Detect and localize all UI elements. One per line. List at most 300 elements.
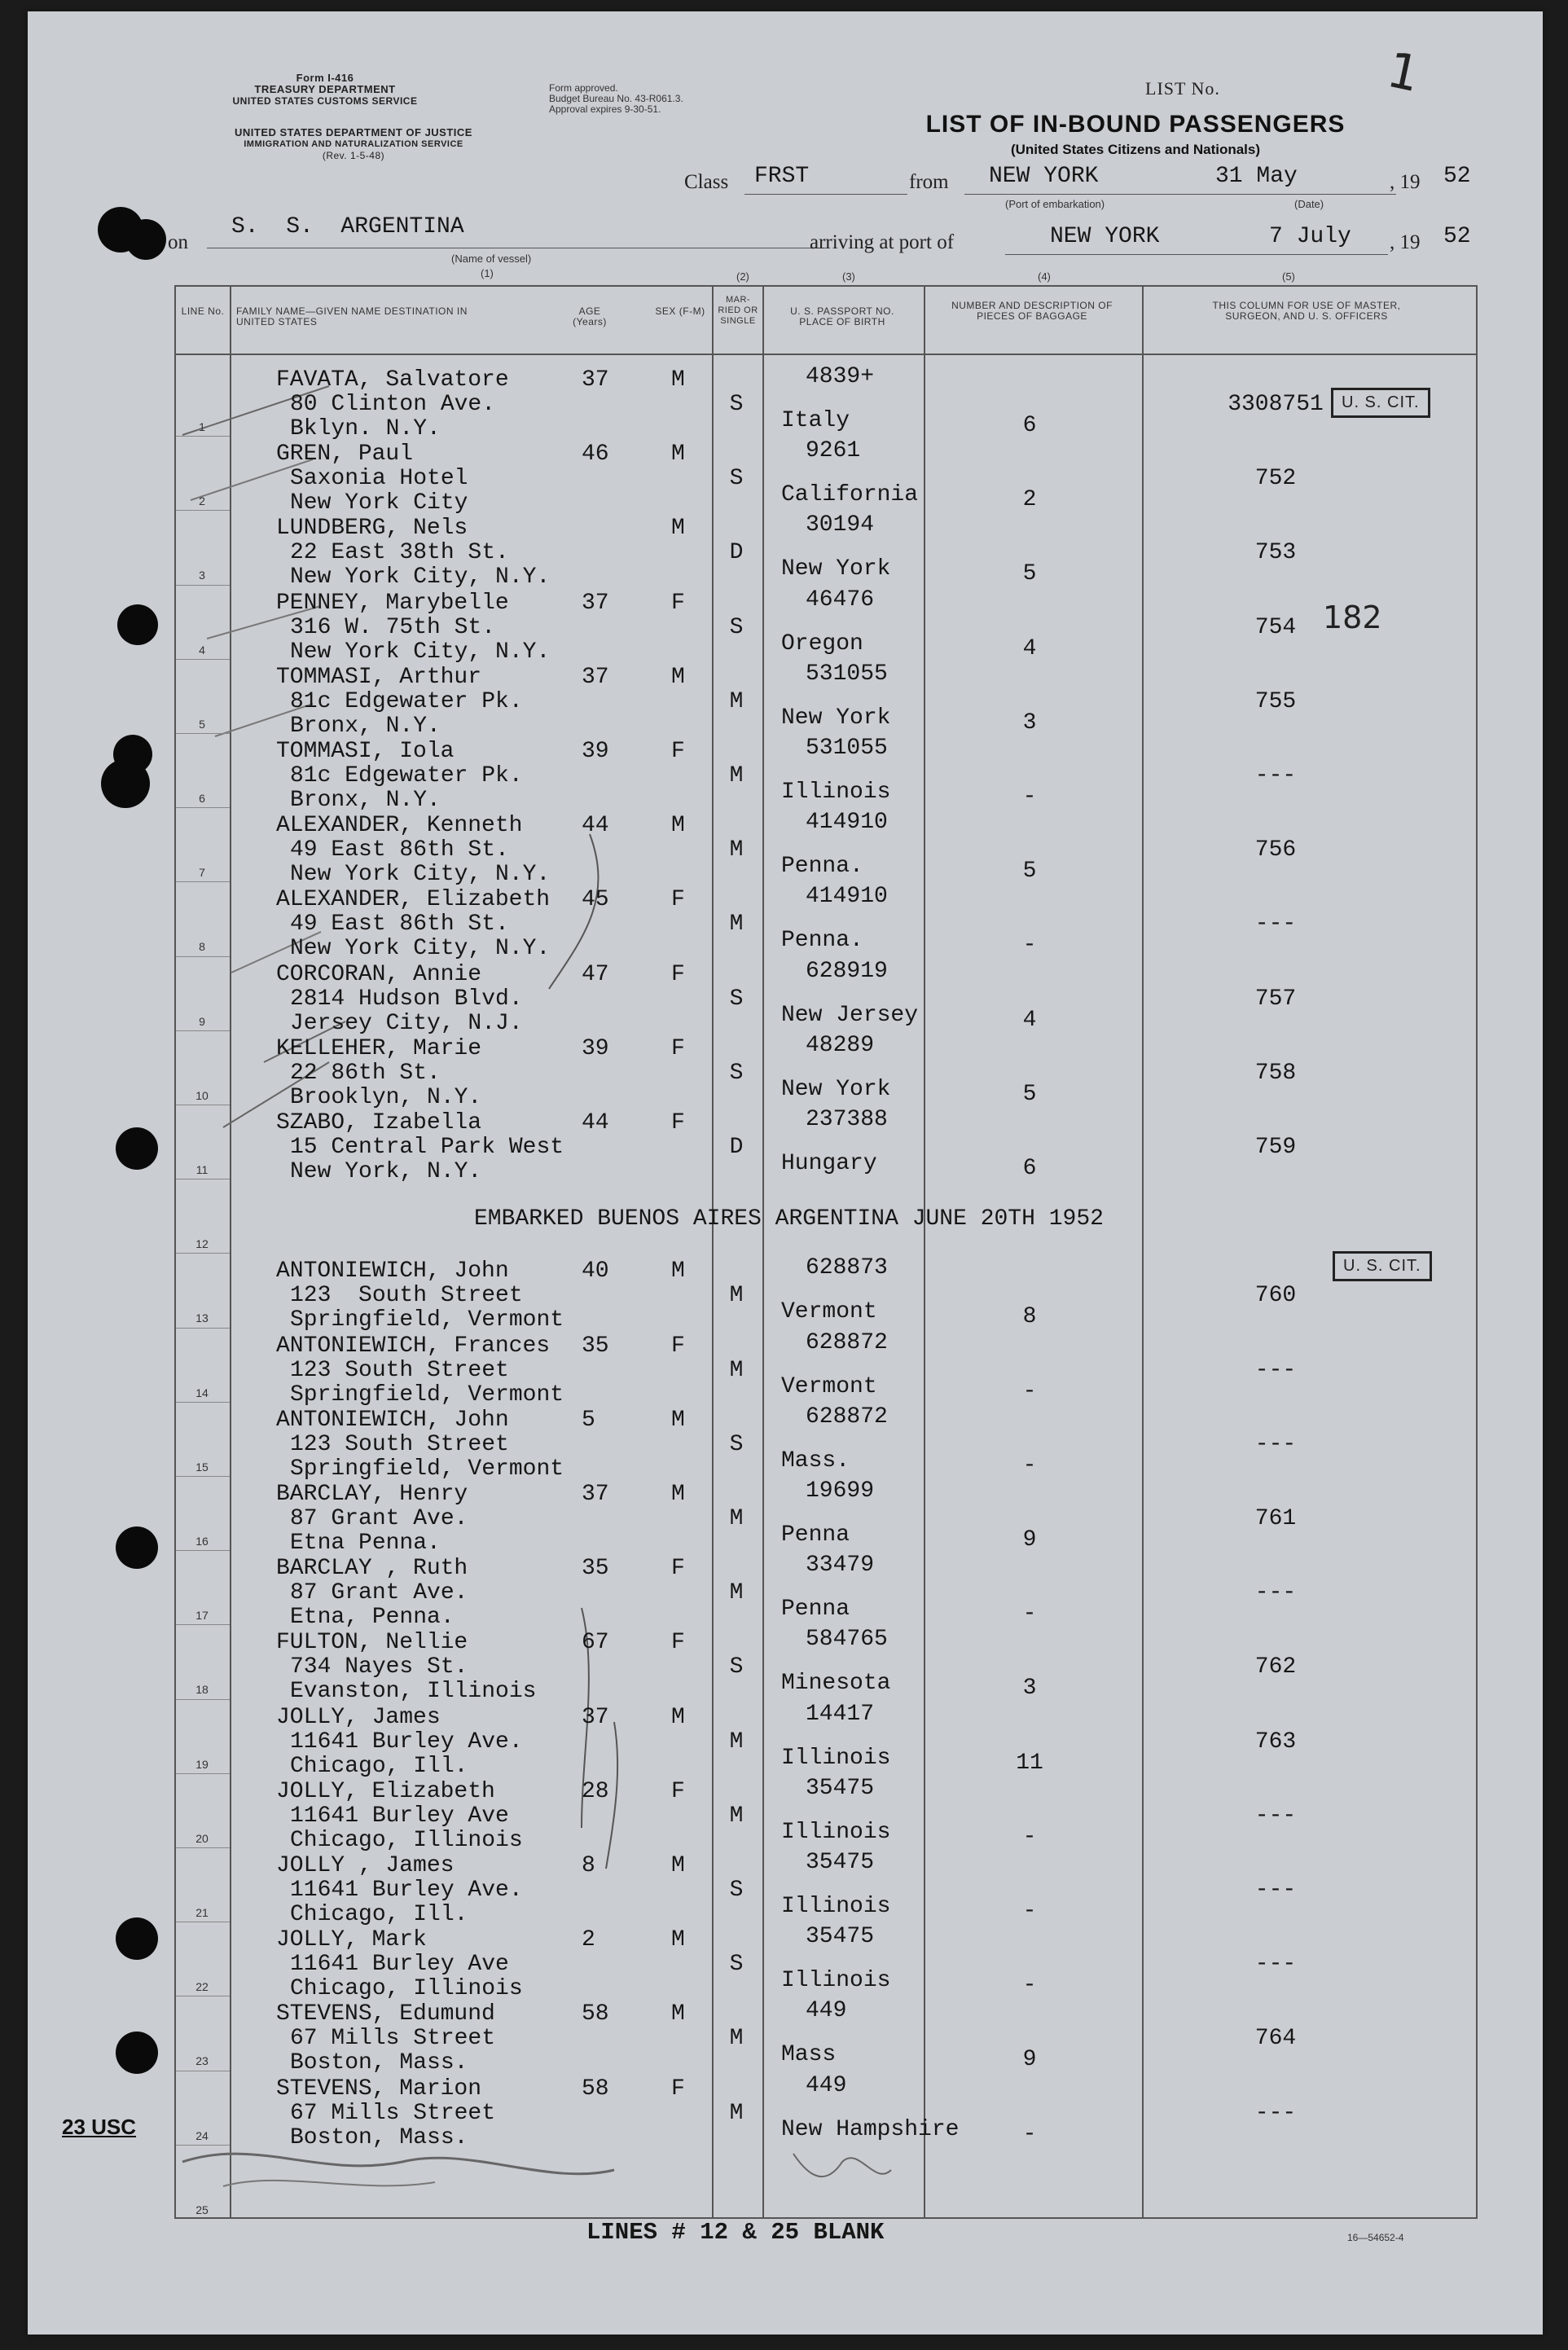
marital-status: S <box>729 1878 744 1903</box>
vessel-caption: (Name of vessel) <box>451 253 532 265</box>
table-row <box>28 1923 1543 2002</box>
line-number: 25 <box>195 2203 209 2216</box>
baggage-count: - <box>1022 784 1037 810</box>
baggage-count: 2 <box>1022 487 1037 513</box>
marital-status: S <box>729 1952 744 1978</box>
passenger-name: ANTONIEWICH, Frances <box>276 1333 551 1359</box>
line-number: 1 <box>199 420 205 433</box>
passport-number: 4839+ <box>806 364 875 389</box>
line-number: 24 <box>195 2128 209 2142</box>
age-value: 35 <box>582 1556 609 1582</box>
marital-status: M <box>729 837 744 863</box>
officer-number: 755 <box>1254 688 1297 714</box>
baggage-count: 3 <box>1022 709 1037 736</box>
sex-value: F <box>671 739 685 764</box>
age-value: 37 <box>582 367 609 393</box>
place-of-birth: Illinois <box>781 1894 891 1919</box>
place-of-birth: Illinois <box>781 1745 891 1771</box>
address-line-1: 49 East 86th St. <box>290 837 509 863</box>
form-approval <box>549 83 761 115</box>
age-value: 8 <box>582 1853 595 1878</box>
place-of-birth: Oregon <box>781 630 863 657</box>
table-row <box>28 2072 1543 2150</box>
line-number: 13 <box>195 1311 209 1325</box>
statute-reference: 23 USC <box>62 2115 137 2139</box>
age-value: 2 <box>582 1927 595 1953</box>
table-row <box>28 809 1543 888</box>
passport-number: 48289 <box>806 1032 875 1058</box>
baggage-count: - <box>1022 1824 1037 1850</box>
passport-number: 628919 <box>806 958 888 984</box>
address-line-1: 67 Mills Street <box>290 2026 496 2052</box>
line-number: 15 <box>195 1460 209 1474</box>
sex-value: M <box>671 441 685 468</box>
officer-number: --- <box>1254 1878 1297 1903</box>
line-number: 7 <box>199 866 205 880</box>
us-citizen-stamp: U. S. CIT. <box>1333 1251 1432 1281</box>
place-of-birth: Illinois <box>781 1819 891 1845</box>
passenger-name: FAVATA, Salvatore <box>276 367 509 393</box>
address-line-1: 67 Mills Street <box>290 2100 496 2126</box>
age-value: 44 <box>582 813 609 839</box>
sex-value: F <box>671 961 685 987</box>
date-caption: (Date) <box>1294 198 1324 210</box>
marital-status: S <box>729 392 744 417</box>
officer-number: 752 <box>1254 466 1297 492</box>
marital-status: M <box>729 911 744 938</box>
line-number: 4 <box>199 643 205 657</box>
passenger-name: ANTONIEWICH, John <box>276 1258 509 1285</box>
approval-line-1: Form approved. <box>549 82 618 94</box>
class-value: FRST <box>754 164 810 189</box>
sex-value: M <box>671 813 685 839</box>
revision: (Rev. 1-5-48) <box>322 150 385 161</box>
officer-number: 760 <box>1254 1283 1297 1309</box>
address-line-2: Springfield, Vermont <box>290 1307 564 1333</box>
line-number: 11 <box>195 1163 209 1176</box>
address-line-1: 11641 Burley Ave <box>290 1952 509 1978</box>
address-line-1: 81c Edgewater Pk. <box>290 763 523 788</box>
passport-number: 19699 <box>806 1478 875 1504</box>
passport-number: 30194 <box>806 512 875 538</box>
address-line-2: Springfield, Vermont <box>290 1456 564 1482</box>
passenger-name: JOLLY, James <box>276 1704 441 1730</box>
ins-service: IMMIGRATION AND NATURALIZATION SERVICE <box>244 139 463 149</box>
column-caption-4: (4) <box>1038 270 1051 283</box>
sex-value: F <box>671 590 685 616</box>
address-line-2: New York City, N.Y. <box>290 862 551 888</box>
column-caption-5: (5) <box>1282 270 1295 283</box>
line-number: 16 <box>195 1535 209 1548</box>
baggage-count: 6 <box>1022 1156 1037 1181</box>
passport-number: 531055 <box>806 661 888 687</box>
table-row <box>28 586 1543 665</box>
passport-number: 414910 <box>806 810 888 836</box>
passport-number: 35475 <box>806 1850 875 1875</box>
sex-value: F <box>671 1778 685 1804</box>
marital-status: M <box>729 763 744 788</box>
table-row <box>28 1775 1543 1853</box>
address-line-2: Bklyn. N.Y. <box>290 416 441 441</box>
year-suffix-1: 52 <box>1443 164 1471 189</box>
table-row <box>28 1329 1543 1408</box>
address-line-2: Springfield, Vermont <box>290 1381 564 1408</box>
passenger-name: JOLLY, Mark <box>276 1927 427 1953</box>
officer-number: --- <box>1254 1952 1297 1978</box>
officer-number: 3308751 <box>1228 392 1324 417</box>
address-line-1: 123 South Street <box>290 1431 509 1457</box>
place-of-birth: Minesota <box>781 1671 891 1697</box>
passenger-name: BARCLAY , Ruth <box>276 1556 468 1582</box>
table-row <box>28 958 1543 1036</box>
arrival-date: 7 July <box>1269 224 1351 249</box>
passport-number: 46476 <box>806 586 875 613</box>
address-line-2: New York City <box>290 490 468 516</box>
address-line-1: 15 Central Park West <box>290 1135 564 1160</box>
passenger-name: STEVENS, Marion <box>276 2075 482 2102</box>
passenger-name: JOLLY, Elizabeth <box>276 1778 495 1804</box>
officer-number: 763 <box>1254 1728 1297 1755</box>
place-of-birth: New York <box>781 1076 891 1102</box>
place-of-birth: Illinois <box>781 1968 891 1994</box>
baggage-count: - <box>1022 2121 1037 2147</box>
line-number: 12 <box>195 1237 209 1251</box>
age-value: 44 <box>582 1110 609 1135</box>
sex-value: F <box>671 2075 685 2102</box>
port-of-embarkation: NEW YORK <box>989 164 1099 189</box>
age-value: 47 <box>582 961 609 987</box>
place-of-birth: California <box>781 482 919 508</box>
age-value: 39 <box>582 1035 609 1061</box>
baggage-count: 11 <box>1016 1750 1043 1776</box>
column-caption-2: (2) <box>736 270 749 283</box>
passenger-name: CORCORAN, Annie <box>276 961 482 987</box>
marital-status: S <box>729 614 744 640</box>
table-row <box>28 1701 1543 1779</box>
officer-number: 764 <box>1254 2026 1297 2052</box>
table-row <box>28 1552 1543 1631</box>
address-line-2: Etna Penna. <box>290 1531 441 1556</box>
blank-lines-note: LINES # 12 & 25 BLANK <box>586 2219 885 2246</box>
address-line-1: 2814 Hudson Blvd. <box>290 986 523 1012</box>
address-line-1: 11641 Burley Ave <box>290 1803 509 1829</box>
age-value: 37 <box>582 590 609 616</box>
col-header-passport: U. S. PASSPORT NO. PLACE OF BIRTH <box>790 305 894 327</box>
col-header-officers: THIS COLUMN FOR USE OF MASTER, SURGEON, AND U. S. OFFICERS <box>1212 300 1401 322</box>
address-line-2: New York City, N.Y. <box>290 936 551 962</box>
customs-service: UNITED STATES CUSTOMS SERVICE <box>232 95 418 107</box>
passport-number: 237388 <box>806 1107 888 1132</box>
baggage-count: 5 <box>1022 561 1037 587</box>
punch-hole <box>125 219 166 260</box>
col-header-married: MAR-RIED OR SINGLE <box>718 295 758 326</box>
form-header-left <box>191 72 459 107</box>
sex-value: F <box>671 1333 685 1359</box>
passenger-name: GREN, Paul <box>276 441 414 468</box>
officer-number: 757 <box>1254 986 1297 1012</box>
marital-status: D <box>729 1135 744 1160</box>
address-line-1: Saxonia Hotel <box>290 466 468 492</box>
address-line-2: Chicago, Illinois <box>290 1976 523 2002</box>
age-value: 37 <box>582 1704 609 1730</box>
treasury-department: TREASURY DEPARTMENT <box>254 83 396 95</box>
officer-number: 762 <box>1254 1654 1297 1680</box>
address-line-2: Evanston, Illinois <box>290 1679 537 1705</box>
table-row <box>28 883 1543 962</box>
passport-number: 628872 <box>806 1403 888 1430</box>
place-of-birth: Mass <box>781 2042 837 2068</box>
passport-number: 531055 <box>806 736 888 761</box>
marital-status: M <box>729 1728 744 1755</box>
address-line-1: 316 W. 75th St. <box>290 614 496 640</box>
officer-number: --- <box>1254 911 1297 938</box>
place-of-birth: Mass. <box>781 1447 850 1474</box>
passport-number: 9261 <box>806 438 861 464</box>
year-prefix-2: , 19 <box>1390 231 1421 253</box>
us-citizen-stamp: U. S. CIT. <box>1331 388 1430 418</box>
sex-value: F <box>671 1556 685 1582</box>
baggage-count: - <box>1022 933 1037 959</box>
sex-value: M <box>671 1407 685 1433</box>
arriving-port: NEW YORK <box>1050 224 1160 249</box>
sex-value: M <box>671 1258 685 1285</box>
table-row <box>28 735 1543 813</box>
place-of-birth: Penna <box>781 1597 850 1623</box>
line-number: 17 <box>195 1609 209 1623</box>
passenger-name: SZABO, Izabella <box>276 1110 482 1135</box>
address-line-1: 11641 Burley Ave. <box>290 1878 523 1903</box>
place-of-birth: Penna. <box>781 854 863 880</box>
age-value: 67 <box>582 1630 609 1656</box>
page-title: LIST OF IN-BOUND PASSENGERS <box>925 111 1346 138</box>
place-of-birth: Illinois <box>781 780 891 805</box>
year-suffix-2: 52 <box>1443 224 1471 249</box>
address-line-1: 49 East 86th St. <box>290 911 509 938</box>
baggage-count: 6 <box>1022 413 1037 438</box>
age-value: 58 <box>582 2075 609 2102</box>
passport-number: 449 <box>806 2072 847 2098</box>
page-subtitle: (United States Citizens and Nationals) <box>1010 142 1261 157</box>
class-underline <box>744 194 907 195</box>
place-of-birth: New York <box>781 705 891 731</box>
sex-value: M <box>671 1927 685 1953</box>
line-number: 18 <box>195 1683 209 1697</box>
address-line-2: New York, N.Y. <box>290 1159 482 1184</box>
officer-number: 753 <box>1254 540 1297 566</box>
place-of-birth: Italy <box>781 408 850 433</box>
line-number: 14 <box>195 1386 209 1399</box>
baggage-count: 4 <box>1022 635 1037 661</box>
address-line-2: Boston, Mass. <box>290 2050 468 2076</box>
address-line-2: Brooklyn, N.Y. <box>290 1084 482 1110</box>
list-number-label: LIST No. <box>1145 78 1220 99</box>
sex-value: M <box>671 367 685 393</box>
baggage-count: 4 <box>1022 1007 1037 1033</box>
table-row <box>28 1626 1543 1705</box>
line-number: 3 <box>199 569 205 582</box>
officer-number: --- <box>1254 1431 1297 1457</box>
column-caption-1: (1) <box>481 267 494 279</box>
arrival-underline <box>1005 254 1388 255</box>
marital-status: S <box>729 466 744 492</box>
address-line-1: 87 Grant Ave. <box>290 1580 468 1606</box>
table-row <box>28 363 1543 441</box>
baggage-count: 9 <box>1022 2047 1037 2073</box>
marital-status: S <box>729 1060 744 1086</box>
line-number: 20 <box>195 1831 209 1845</box>
age-value: 28 <box>582 1778 609 1804</box>
table-row <box>28 1403 1543 1482</box>
passenger-name: TOMMASI, Arthur <box>276 664 482 690</box>
col-header-sex: SEX (F-M) <box>655 305 705 317</box>
age-value: 37 <box>582 664 609 690</box>
address-line-1: 123 South Street <box>290 1283 523 1309</box>
col-header-baggage: NUMBER AND DESCRIPTION OF PIECES OF BAGGAGE <box>951 300 1113 322</box>
passenger-name: ALEXANDER, Kenneth <box>276 813 523 839</box>
sex-value: M <box>671 2001 685 2027</box>
address-line-1: 11641 Burley Ave. <box>290 1728 523 1755</box>
age-value: 58 <box>582 2001 609 2027</box>
line-number: 2 <box>199 494 205 508</box>
baggage-count: 9 <box>1022 1527 1037 1553</box>
passenger-name: KELLEHER, Marie <box>276 1035 482 1061</box>
passport-number: 628872 <box>806 1329 888 1355</box>
address-line-1: 80 Clinton Ave. <box>290 392 496 417</box>
table-row <box>28 1106 1543 1184</box>
line-number: 5 <box>199 717 205 731</box>
departure-date: 31 May <box>1215 164 1298 189</box>
baggage-count: - <box>1022 1973 1037 1999</box>
age-value: 39 <box>582 739 609 764</box>
passenger-name: LUNDBERG, Nels <box>276 516 468 542</box>
baggage-count: - <box>1022 1378 1037 1404</box>
sex-value: M <box>671 664 685 690</box>
officer-number: --- <box>1254 1357 1297 1383</box>
from-underline <box>964 194 1241 195</box>
age-value: 40 <box>582 1258 609 1285</box>
marital-status: M <box>729 1803 744 1829</box>
table-row <box>28 661 1543 739</box>
place-of-birth: Penna <box>781 1522 850 1548</box>
passenger-name: STEVENS, Edumund <box>276 2001 495 2027</box>
passport-number: 35475 <box>806 1775 875 1801</box>
baggage-count: 8 <box>1022 1304 1037 1330</box>
address-line-2: Chicago, Illinois <box>290 1827 523 1853</box>
address-line-1: 123 South Street <box>290 1357 509 1383</box>
justice-header <box>166 127 541 161</box>
passenger-name: FULTON, Nellie <box>276 1630 468 1656</box>
passport-number: 33479 <box>806 1553 875 1579</box>
marital-status: S <box>729 1431 744 1457</box>
officer-number: 754 <box>1254 614 1297 640</box>
approval-line-3: Approval expires 9-30-51. <box>549 103 661 115</box>
place-of-birth: New York <box>781 556 891 582</box>
place-of-birth: Vermont <box>781 1373 877 1399</box>
table-row <box>28 512 1543 591</box>
form-number: Form I-416 <box>296 72 354 84</box>
handwritten-margin-note: 182 <box>1323 600 1382 635</box>
passenger-name: BARCLAY, Henry <box>276 1482 468 1507</box>
port-embarkation-caption: (Port of embarkation) <box>1005 198 1105 210</box>
sex-value: F <box>671 887 685 913</box>
table-row <box>28 437 1543 516</box>
address-line-1: 81c Edgewater Pk. <box>290 688 523 714</box>
place-of-birth: Penna. <box>781 928 863 954</box>
table-row <box>28 1032 1543 1110</box>
list-number-value: 1 <box>1382 41 1425 104</box>
baggage-count: 5 <box>1022 859 1037 885</box>
col-header-line: LINE No. <box>181 305 225 317</box>
passport-number: 35475 <box>806 1924 875 1950</box>
age-value: 46 <box>582 441 609 468</box>
address-line-2: Boston, Mass. <box>290 2124 468 2150</box>
baggage-count: 3 <box>1022 1676 1037 1702</box>
line-number: 23 <box>195 2054 209 2068</box>
justice-department: UNITED STATES DEPARTMENT OF JUSTICE <box>235 126 472 138</box>
marital-status: M <box>729 688 744 714</box>
marital-status: M <box>729 2100 744 2126</box>
sex-value: F <box>671 1110 685 1135</box>
table-row <box>28 1849 1543 1927</box>
column-caption-3: (3) <box>842 270 855 283</box>
marital-status: D <box>729 540 744 566</box>
header-separator <box>174 354 1476 355</box>
col-header-name: FAMILY NAME—GIVEN NAME DESTINATION IN UNITED STATES <box>236 305 468 327</box>
address-line-2: New York City, N.Y. <box>290 564 551 591</box>
marital-status: M <box>729 1283 744 1309</box>
passport-number: 449 <box>806 1998 847 2024</box>
passport-number: 584765 <box>806 1627 888 1653</box>
form-code: 16—54652-4 <box>1347 2232 1404 2243</box>
approval-line-2: Budget Bureau No. 43-R061.3. <box>549 93 683 104</box>
from-label: from <box>909 171 949 193</box>
address-line-2: Bronx, N.Y. <box>290 713 441 739</box>
line-number: 19 <box>195 1757 209 1771</box>
age-value: 35 <box>582 1333 609 1359</box>
address-line-1: 87 Grant Ave. <box>290 1506 468 1531</box>
table-row <box>28 1997 1543 2076</box>
sex-value: M <box>671 1853 685 1878</box>
line-number: 21 <box>195 1906 209 1919</box>
place-of-birth: Hungary <box>781 1151 877 1176</box>
line-number: 9 <box>199 1014 205 1028</box>
sex-value: M <box>671 516 685 542</box>
col-header-age: AGE (Years) <box>573 305 607 327</box>
baggage-count: 5 <box>1022 1081 1037 1107</box>
vessel-name: S. S. ARGENTINA <box>231 214 464 239</box>
line-number: 10 <box>195 1088 209 1102</box>
address-line-2: New York City, N.Y. <box>290 639 551 665</box>
address-line-1: 22 East 38th St. <box>290 540 509 566</box>
year-prefix-1: , 19 <box>1390 171 1421 193</box>
table-row <box>28 1478 1543 1556</box>
passport-number: 14417 <box>806 1701 875 1727</box>
baggage-count: - <box>1022 1452 1037 1478</box>
marital-status: S <box>729 986 744 1012</box>
passenger-name: JOLLY , James <box>276 1853 455 1878</box>
age-value: 5 <box>582 1407 595 1433</box>
place-of-birth: New Hampshire <box>781 2116 960 2142</box>
table-row <box>28 1254 1543 1333</box>
address-line-2: Chicago, Ill. <box>290 1753 468 1779</box>
officer-number: 756 <box>1254 837 1297 863</box>
address-line-2: Etna, Penna. <box>290 1605 455 1631</box>
arriving-label: arriving at port of <box>810 231 955 253</box>
place-of-birth: New Jersey <box>781 1002 919 1028</box>
officer-number: 761 <box>1254 1506 1297 1531</box>
address-line-2: Bronx, N.Y. <box>290 788 441 813</box>
date-underline <box>1241 194 1396 195</box>
